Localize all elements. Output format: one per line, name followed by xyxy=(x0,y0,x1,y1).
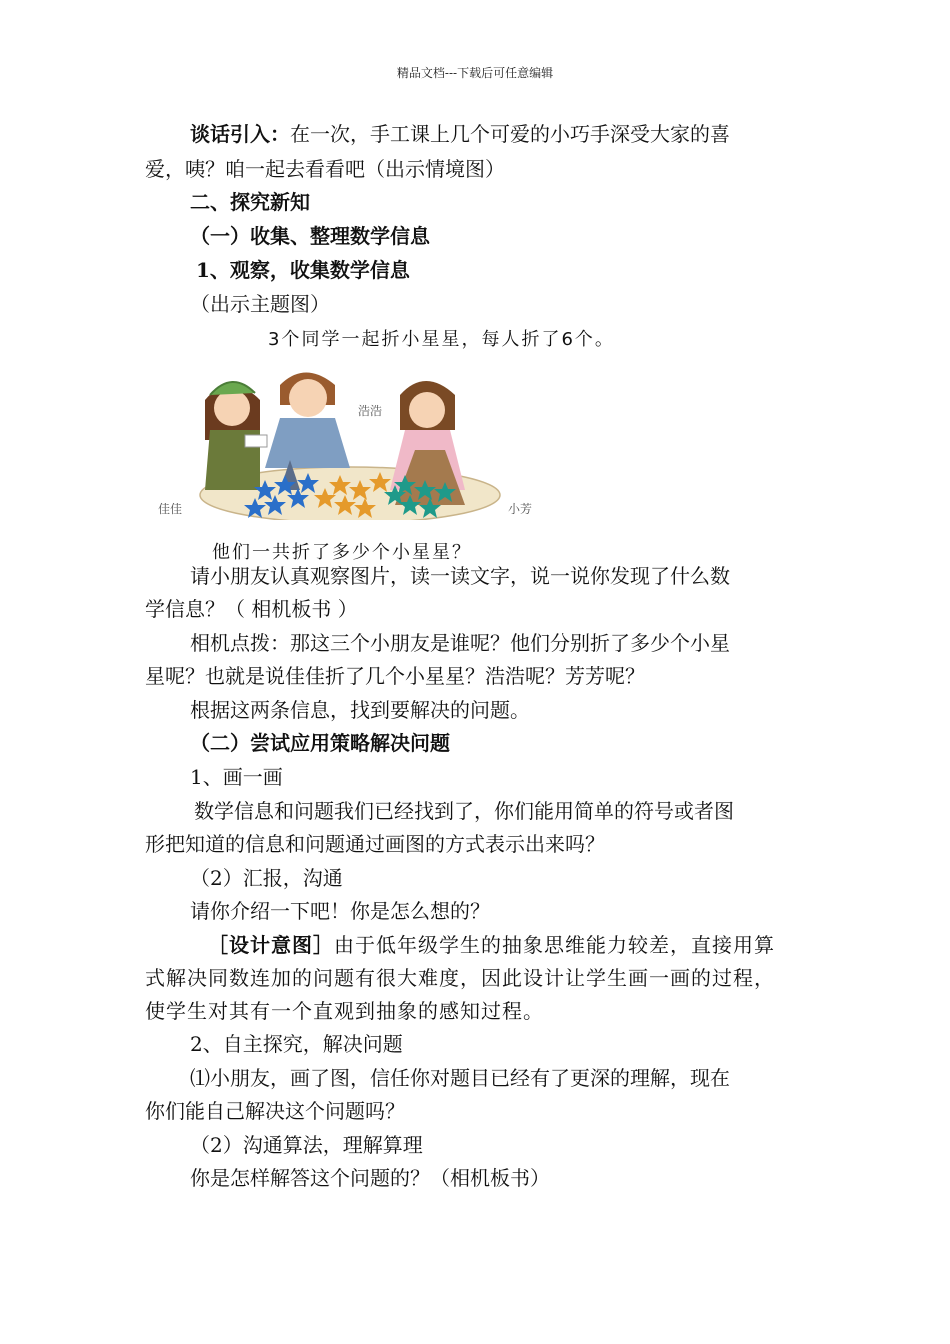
show-theme-note: （出示主题图） xyxy=(190,292,330,316)
step-2-title: 2、自主探究，解决问题 xyxy=(190,1032,403,1056)
draw-line-1: 数学信息和问题我们已经找到了，你们能用简单的符号或者图 xyxy=(194,799,734,823)
answer-line: 你是怎样解答这个问题的？（相机板书） xyxy=(190,1166,550,1190)
name-label-xiaofang: 小芳 xyxy=(508,502,533,516)
draw-title: 1、画一画 xyxy=(190,765,283,789)
algo-title: （2）沟通算法，理解算理 xyxy=(190,1133,423,1157)
page-header: 精品文档---下载后可任意编辑 xyxy=(396,66,554,80)
step-1-title: 1、观察，收集数学信息 xyxy=(196,258,410,282)
introduce-line: 请你介绍一下吧！你是怎么想的？ xyxy=(190,899,490,923)
observe-line-2: 学信息？（ 相机板书 ） xyxy=(145,597,358,621)
intro-line-1 xyxy=(190,120,730,148)
draw-line-2: 形把知道的信息和问题通过画图的方式表示出来吗？ xyxy=(145,832,605,856)
sub-2-title: （二）尝试应用策略解决问题 xyxy=(190,731,450,755)
design-text-1: 由于低年级学生的抽象思维能力较差，直接用算 xyxy=(334,933,775,957)
girl-left-figure xyxy=(205,382,267,490)
name-label-haohao: 浩浩 xyxy=(358,404,383,418)
solve-line-2: 你们能自己解决这个问题吗？ xyxy=(145,1099,405,1123)
name-label-jiajia: 佳佳 xyxy=(158,502,183,516)
design-line-1 xyxy=(208,931,775,959)
figure-caption-top: 3个同学一起折小星星，每人折了6个。 xyxy=(268,329,615,350)
design-line-3: 使学生对其有一个直观到抽象的感知过程。 xyxy=(145,999,544,1023)
hint-line-2: 星呢？也就是说佳佳折了几个小星星？浩浩呢？芳芳呢？ xyxy=(145,664,645,688)
design-line-2: 式解决同数连加的问题有很大难度，因此设计让学生画一画的过程， xyxy=(145,966,775,990)
problem-line: 根据这两条信息，找到要解决的问题。 xyxy=(190,698,530,722)
children-folding-stars-illustration xyxy=(150,360,550,520)
theme-illustration xyxy=(150,360,550,520)
intro-label: 谈话引入： xyxy=(190,122,290,146)
solve-line-1: ⑴小朋友，画了图，信任你对题目已经有了更深的理解，现在 xyxy=(190,1066,730,1090)
intro-text-1: 在一次，手工课上几个可爱的小巧手深受大家的喜 xyxy=(290,122,730,146)
section-2-title: 二、探究新知 xyxy=(190,190,310,214)
observe-line-1: 请小朋友认真观察图片，读一读文字，说一说你发现了什么数 xyxy=(190,564,730,588)
report-title: （2）汇报，沟通 xyxy=(190,866,343,890)
hint-line-1: 相机点拨：那这三个小朋友是谁呢？他们分别折了多少个小星 xyxy=(190,631,730,655)
design-label: ［设计意图］ xyxy=(208,933,334,957)
figure-caption-bottom: 他们一共折了多少个小星星？ xyxy=(212,542,472,563)
sub-1-title: （一）收集、整理数学信息 xyxy=(190,224,430,248)
intro-line-2: 爱，咦？咱一起去看看吧（出示情境图） xyxy=(145,157,505,181)
